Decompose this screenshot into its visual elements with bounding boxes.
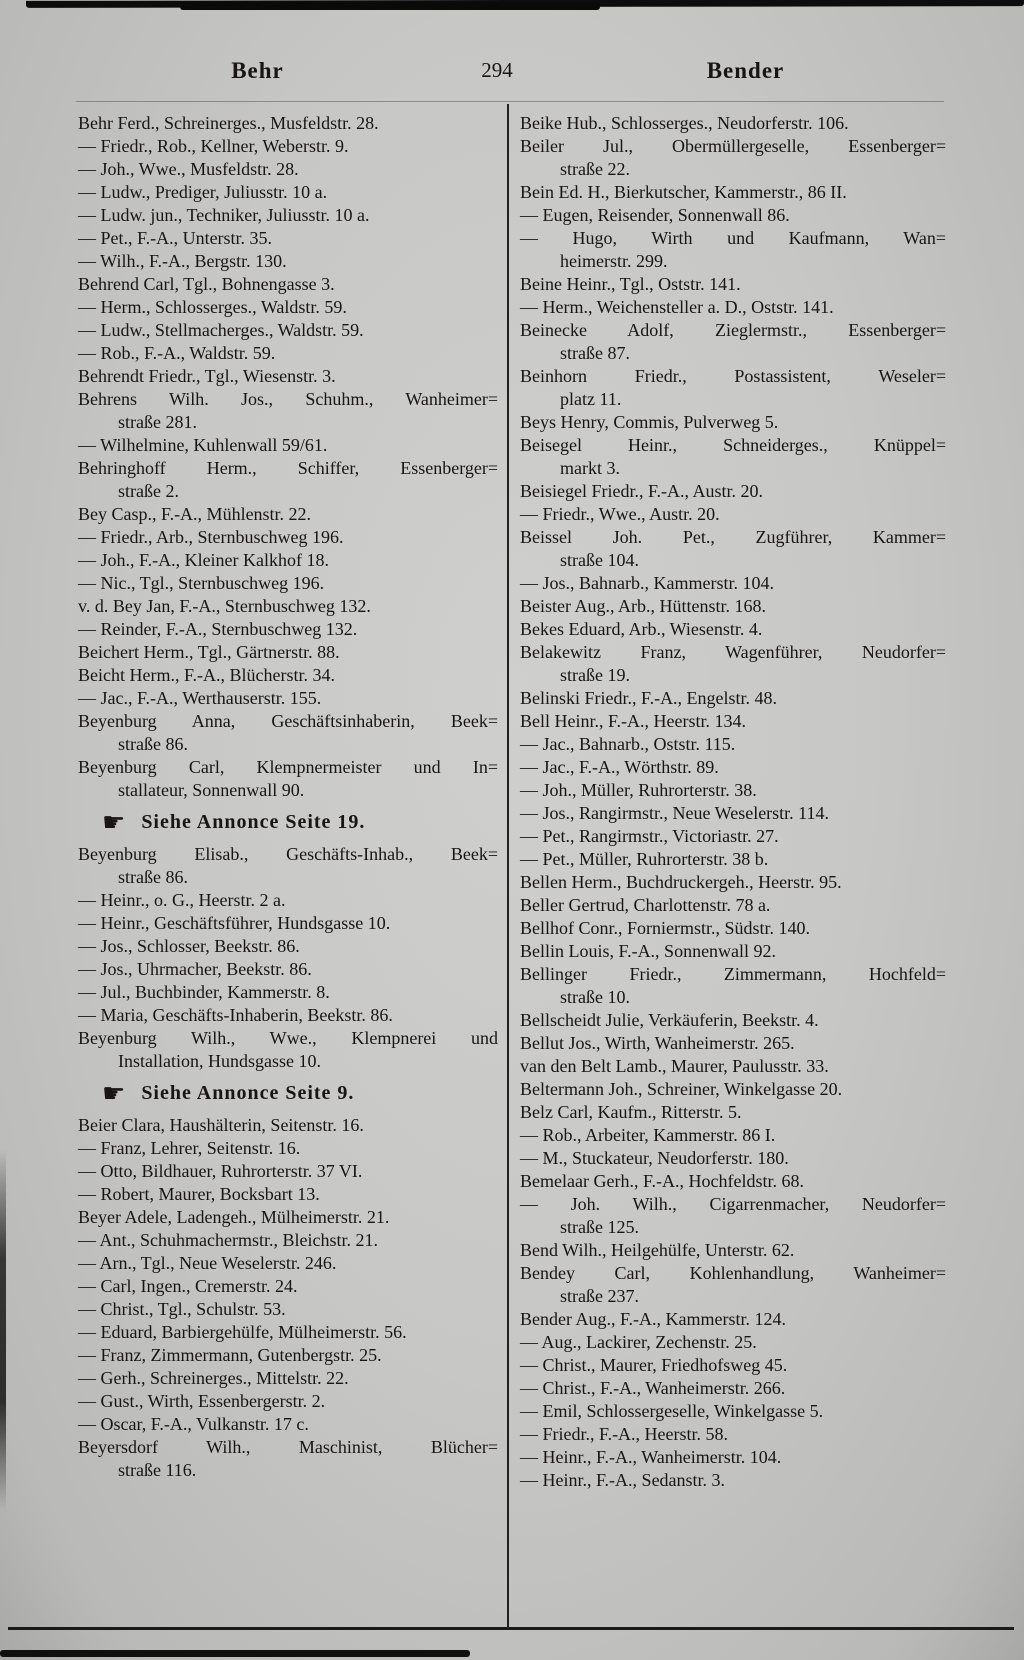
directory-entry: [78, 526, 498, 549]
directory-entry: [520, 940, 946, 963]
entry-line: — Heinr., F.-A., Wanheimerstr. 104.: [520, 1447, 782, 1467]
entry-line: Beiler Jul., Obermüllergeselle, Essenberger=: [520, 136, 946, 156]
entry-line: — Ant., Schuhmachermstr., Bleichstr. 21.: [78, 1230, 378, 1250]
entry-line: — Friedr., Wwe., Austr. 20.: [520, 504, 720, 524]
entry-continuation-line: straße 86.: [118, 734, 188, 754]
entry-line: — Jos., Uhrmacher, Beekstr. 86.: [78, 959, 312, 979]
entry-line: Bellen Herm., Buchdruckergeh., Heerstr. 95.: [520, 872, 842, 892]
entry-line: — Eugen, Reisender, Sonnenwall 86.: [520, 205, 790, 225]
entry-continuation-line: straße 125.: [560, 1217, 639, 1237]
entry-line: — Nic., Tgl., Sternbuschweg 196.: [78, 573, 325, 593]
manicule-icon: ☛: [102, 1078, 126, 1109]
directory-entry: [78, 1275, 498, 1298]
directory-entry: [78, 296, 498, 319]
entry-line: Beinhorn Friedr., Postassistent, Weseler=: [520, 366, 946, 386]
entry-line: — Carl, Ingen., Cremerstr. 24.: [78, 1276, 298, 1296]
directory-entry: [78, 1321, 498, 1344]
directory-entry: [78, 1206, 498, 1229]
entry-line: — Heinr., o. G., Heerstr. 2 a.: [78, 890, 286, 910]
entry-line: — Pet., Müller, Ruhrorterstr. 38 b.: [520, 849, 769, 869]
entry-line: — Jac., Bahnarb., Oststr. 115.: [520, 734, 736, 754]
directory-entry: [520, 1469, 946, 1492]
directory-entry: [520, 1078, 946, 1101]
entry-line: Bellut Jos., Wirth, Wanheimerstr. 265.: [520, 1033, 795, 1053]
entry-line: Bellinger Friedr., Zimmermann, Hochfeld=: [520, 964, 946, 984]
entry-line: Beister Aug., Arb., Hüttenstr. 168.: [520, 596, 766, 616]
entry-line: — Aug., Lackirer, Zechenstr. 25.: [520, 1332, 757, 1352]
directory-entry: [520, 733, 946, 756]
directory-entry: [78, 250, 498, 273]
directory-entry: [520, 480, 946, 503]
entry-line: Beicht Herm., F.-A., Blücherstr. 34.: [78, 665, 336, 685]
entry-line: Bein Ed. H., Bierkutscher, Kammerstr., 86 II.: [520, 182, 847, 202]
entry-line: Beyenburg Wilh., Wwe., Klempnerei und: [78, 1028, 498, 1048]
manicule-icon: ☛: [102, 807, 126, 838]
entry-line: Bender Aug., F.-A., Kammerstr. 124.: [520, 1309, 787, 1329]
entry-line: — Wilhelmine, Kuhlenwall 59/61.: [78, 435, 328, 455]
directory-entry: [78, 1004, 498, 1027]
directory-entry: [520, 181, 946, 204]
directory-entry: [520, 1377, 946, 1400]
directory-entry: [78, 273, 498, 296]
directory-entry: [78, 1298, 498, 1321]
directory-entry: [520, 1193, 946, 1239]
entry-line: Bekes Eduard, Arb., Wiesenstr. 4.: [520, 619, 763, 639]
directory-entry: [78, 981, 498, 1004]
directory-entry: [520, 1055, 946, 1078]
directory-entry: [78, 319, 498, 342]
entry-line: Beissel Joh. Pet., Zugführer, Kammer=: [520, 527, 946, 547]
directory-entry: [520, 1170, 946, 1193]
directory-entry: [520, 135, 946, 181]
directory-entry: [78, 618, 498, 641]
directory-entry: [78, 1137, 498, 1160]
entry-line: — Friedr., Arb., Sternbuschweg 196.: [78, 527, 344, 547]
entry-continuation-line: markt 3.: [560, 458, 620, 478]
entry-line: — Franz, Lehrer, Seitenstr. 16.: [78, 1138, 301, 1158]
directory-entry: [520, 917, 946, 940]
directory-entry: [78, 181, 498, 204]
entry-line: — Joh. Wilh., Cigarrenmacher, Neudorfer=: [520, 1194, 946, 1214]
directory-entry: [520, 1124, 946, 1147]
directory-entry: [78, 1390, 498, 1413]
entry-line: — Ludw., Stellmacherges., Waldstr. 59.: [78, 320, 364, 340]
directory-entry: [78, 1252, 498, 1275]
header-right-letter: Bender: [706, 58, 785, 83]
directory-entry: [78, 687, 498, 710]
directory-entry: [78, 434, 498, 457]
entry-line: Beyersdorf Wilh., Maschinist, Blücher=: [78, 1437, 498, 1457]
page-number: 294: [481, 58, 513, 82]
entry-continuation-line: straße 237.: [560, 1286, 639, 1306]
entry-line: Beike Hub., Schlosserges., Neudorferstr. 106.: [520, 113, 849, 133]
directory-entry: [520, 641, 946, 687]
entry-line: — Jos., Bahnarb., Kammerstr. 104.: [520, 573, 774, 593]
entry-line: Beyer Adele, Ladengeh., Mülheimerstr. 21.: [78, 1207, 390, 1227]
directory-entry: [520, 526, 946, 572]
page-bottom-rule: [8, 1627, 1014, 1630]
directory-entry: [520, 618, 946, 641]
entry-line: — Joh., Müller, Ruhrorterstr. 38.: [520, 780, 757, 800]
entry-line: — Wilh., F.-A., Bergstr. 130.: [78, 251, 287, 271]
directory-entry: [520, 1262, 946, 1308]
directory-entry: [78, 549, 498, 572]
entry-line: Bend Wilh., Heilgehülfe, Unterstr. 62.: [520, 1240, 795, 1260]
directory-entry: [78, 457, 498, 503]
entry-line: — Jac., F.-A., Wörthstr. 89.: [520, 757, 719, 777]
entry-continuation-line: heimerstr. 299.: [560, 251, 668, 271]
entry-line: Bemelaar Gerh., F.-A., Hochfeldstr. 68.: [520, 1171, 804, 1191]
entry-line: — Christ., Maurer, Friedhofsweg 45.: [520, 1355, 788, 1375]
entry-line: — Oscar, F.-A., Vulkanstr. 17 c.: [78, 1414, 309, 1434]
directory-entry: [78, 1344, 498, 1367]
directory-entry: [520, 871, 946, 894]
entry-line: — Reinder, F.-A., Sternbuschweg 132.: [78, 619, 358, 639]
entry-line: Behringhoff Herm., Schiffer, Essenberger=: [78, 458, 498, 478]
entry-line: — Christ., Tgl., Schulstr. 53.: [78, 1299, 286, 1319]
entry-line: — Ludw., Prediger, Juliusstr. 10 a.: [78, 182, 328, 202]
entry-continuation-line: straße 2.: [118, 481, 179, 501]
entry-line: Behrens Wilh. Jos., Schuhm., Wanheimer=: [78, 389, 498, 409]
directory-entry: [520, 1400, 946, 1423]
entry-line: — Pet., F.-A., Unterstr. 35.: [78, 228, 273, 248]
right-column: [520, 112, 946, 1492]
entry-line: Beine Heinr., Tgl., Oststr. 141.: [520, 274, 741, 294]
entry-line: — Jac., F.-A., Werthauserstr. 155.: [78, 688, 322, 708]
entry-continuation-line: straße 86.: [118, 867, 188, 887]
entry-line: Beichert Herm., Tgl., Gärtnerstr. 88.: [78, 642, 340, 662]
entry-line: Beisiegel Friedr., F.-A., Austr. 20.: [520, 481, 764, 501]
directory-entry: [520, 894, 946, 917]
entry-line: Beyenburg Carl, Klempnermeister und In=: [78, 757, 498, 777]
directory-entry: [520, 273, 946, 296]
entry-line: Bendey Carl, Kohlenhandlung, Wanheimer=: [520, 1263, 946, 1283]
entry-line: — Eduard, Barbiergehülfe, Mülheimerstr. 56.: [78, 1322, 407, 1342]
entry-line: Belinski Friedr., F.-A., Engelstr. 48.: [520, 688, 778, 708]
entry-line: v. d. Bey Jan, F.-A., Sternbuschweg 132.: [78, 596, 371, 616]
entry-continuation-line: straße 281.: [118, 412, 197, 432]
directory-entry: [520, 434, 946, 480]
directory-entry: [520, 1032, 946, 1055]
entry-continuation-line: straße 10.: [560, 987, 630, 1007]
directory-entry: [78, 843, 498, 889]
entry-line: — Franz, Zimmermann, Gutenbergstr. 25.: [78, 1345, 382, 1365]
directory-entry: [520, 963, 946, 1009]
entry-line: Beinecke Adolf, Zieglermstr., Essenberger=: [520, 320, 946, 340]
directory-entry: [78, 503, 498, 526]
directory-entry: [520, 503, 946, 526]
entry-line: Bell Heinr., F.-A., Heerstr. 134.: [520, 711, 747, 731]
entry-continuation-line: straße 22.: [560, 159, 630, 179]
entry-continuation-line: straße 104.: [560, 550, 639, 570]
entry-line: — Heinr., Geschäftsführer, Hundsgasse 10.: [78, 913, 391, 933]
entry-line: Belz Carl, Kaufm., Ritterstr. 5.: [520, 1102, 742, 1122]
page-header: [0, 58, 1024, 92]
directory-entry: [78, 958, 498, 981]
entry-line: Beyenburg Elisab., Geschäfts-Inhab., Beek=: [78, 844, 498, 864]
entry-line: Bellscheidt Julie, Verkäuferin, Beekstr. 4.: [520, 1010, 819, 1030]
entry-line: — Joh., Wwe., Musfeldstr. 28.: [78, 159, 299, 179]
entry-line: Beys Henry, Commis, Pulverweg 5.: [520, 412, 779, 432]
entry-line: — Rob., Arbeiter, Kammerstr. 86 I.: [520, 1125, 776, 1145]
directory-entry: [78, 1114, 498, 1137]
entry-line: — Joh., F.-A., Kleiner Kalkhof 18.: [78, 550, 330, 570]
entry-line: — Friedr., Rob., Kellner, Weberstr. 9.: [78, 136, 349, 156]
entry-line: — M., Stuckateur, Neudorferstr. 180.: [520, 1148, 789, 1168]
entry-line: — Jos., Schlosser, Beekstr. 86.: [78, 936, 300, 956]
directory-entry: [78, 1229, 498, 1252]
entry-line: — Rob., F.-A., Waldstr. 59.: [78, 343, 276, 363]
entry-line: Bey Casp., F.-A., Mühlenstr. 22.: [78, 504, 312, 524]
entry-line: — Robert, Maurer, Bocksbart 13.: [78, 1184, 320, 1204]
entry-line: Belakewitz Franz, Wagenführer, Neudorfer=: [520, 642, 946, 662]
directory-entry: [520, 411, 946, 434]
entry-line: Beyenburg Anna, Geschäftsinhaberin, Beek=: [78, 711, 498, 731]
directory-entry: [78, 112, 498, 135]
directory-entry: [78, 1027, 498, 1073]
directory-entry: [520, 825, 946, 848]
directory-entry: [78, 756, 498, 802]
directory-entry: [78, 365, 498, 388]
directory-entry: [78, 1160, 498, 1183]
directory-entry: [520, 227, 946, 273]
directory-entry: [520, 1331, 946, 1354]
directory-entry: [78, 342, 498, 365]
entry-line: — Hugo, Wirth und Kaufmann, Wan=: [520, 228, 946, 248]
directory-entry: [78, 889, 498, 912]
entry-continuation-line: straße 87.: [560, 343, 630, 363]
entry-line: — Heinr., F.-A., Sedanstr. 3.: [520, 1470, 726, 1490]
directory-entry: [520, 1009, 946, 1032]
directory-entry: [520, 112, 946, 135]
entry-line: — Friedr., F.-A., Heerstr. 58.: [520, 1424, 729, 1444]
directory-entry: [520, 687, 946, 710]
directory-entry: [78, 572, 498, 595]
entry-continuation-line: Installation, Hundsgasse 10.: [118, 1051, 321, 1071]
entry-line: — Gerh., Schreinerges., Mittelstr. 22.: [78, 1368, 349, 1388]
directory-entry: [78, 227, 498, 250]
directory-entry: [520, 365, 946, 411]
entry-line: Beller Gertrud, Charlottenstr. 78 a.: [520, 895, 771, 915]
directory-entry: [78, 388, 498, 434]
entry-line: Behrendt Friedr., Tgl., Wiesenstr. 3.: [78, 366, 336, 386]
entry-line: — Otto, Bildhauer, Ruhrorterstr. 37 VI.: [78, 1161, 363, 1181]
annonce-text: Siehe Annonce Seite 9.: [141, 1082, 355, 1104]
directory-entry: [520, 319, 946, 365]
directory-entry: [520, 296, 946, 319]
directory-entry: [520, 1101, 946, 1124]
entry-line: — Herm., Schlosserges., Waldstr. 59.: [78, 297, 347, 317]
directory-entry: [520, 572, 946, 595]
directory-entry: [520, 204, 946, 227]
entry-line: — Maria, Geschäfts-Inhaberin, Beekstr. 86.: [78, 1005, 393, 1025]
entry-line: Beisegel Heinr., Schneiderges., Knüppel=: [520, 435, 946, 455]
annonce-note: [102, 807, 498, 838]
entry-line: — Pet., Rangirmstr., Victoriastr. 27.: [520, 826, 779, 846]
entry-line: Beier Clara, Haushälterin, Seitenstr. 16.: [78, 1115, 364, 1135]
annonce-text: Siehe Annonce Seite 19.: [141, 811, 366, 833]
directory-entry: [78, 710, 498, 756]
directory-entry: [520, 779, 946, 802]
entry-line: — Jos., Rangirmstr., Neue Weselerstr. 114.: [520, 803, 830, 823]
entry-line: — Ludw. jun., Techniker, Juliusstr. 10 a.: [78, 205, 370, 225]
entry-line: — Emil, Schlossergeselle, Winkelgasse 5.: [520, 1401, 824, 1421]
directory-entry: [520, 1423, 946, 1446]
directory-entry: [78, 912, 498, 935]
scan-artifact-top-thick: [180, 2, 600, 10]
entry-continuation-line: straße 19.: [560, 665, 630, 685]
directory-entry: [520, 710, 946, 733]
directory-entry: [78, 158, 498, 181]
header-rule: [76, 101, 944, 102]
directory-entry: [520, 802, 946, 825]
left-column: [78, 112, 498, 1482]
entry-line: Beltermann Joh., Schreiner, Winkelgasse 20.: [520, 1079, 843, 1099]
directory-entry: [520, 1308, 946, 1331]
directory-entry: [78, 1436, 498, 1482]
header-left-letter: Behr: [231, 58, 284, 83]
directory-entry: [78, 1183, 498, 1206]
entry-line: van den Belt Lamb., Maurer, Paulusstr. 33.: [520, 1056, 829, 1076]
directory-entry: [520, 756, 946, 779]
entry-continuation-line: straße 116.: [118, 1460, 197, 1480]
directory-entry: [78, 135, 498, 158]
entry-line: — Arn., Tgl., Neue Weselerstr. 246.: [78, 1253, 337, 1273]
entry-continuation-line: stallateur, Sonnenwall 90.: [118, 780, 305, 800]
entry-line: — Jul., Buchbinder, Kammerstr. 8.: [78, 982, 330, 1002]
annonce-note: [102, 1078, 498, 1109]
entry-line: — Christ., F.-A., Wanheimerstr. 266.: [520, 1378, 786, 1398]
scan-artifact-left-edge: [0, 1150, 6, 1510]
column-divider: [507, 104, 509, 1630]
directory-entry: [78, 204, 498, 227]
scan-artifact-bottom-edge: [0, 1650, 470, 1657]
entry-line: Bellhof Conr., Forniermstr., Südstr. 140.: [520, 918, 811, 938]
entry-line: Behr Ferd., Schreinerges., Musfeldstr. 28.: [78, 113, 379, 133]
directory-entry: [78, 935, 498, 958]
directory-entry: [520, 1446, 946, 1469]
entry-line: Behrend Carl, Tgl., Bohnengasse 3.: [78, 274, 335, 294]
directory-entry: [78, 664, 498, 687]
entry-line: Bellin Louis, F.-A., Sonnenwall 92.: [520, 941, 777, 961]
directory-entry: [78, 641, 498, 664]
entry-continuation-line: platz 11.: [560, 389, 622, 409]
directory-entry: [520, 595, 946, 618]
directory-entry: [520, 848, 946, 871]
entry-line: — Herm., Weichensteller a. D., Oststr. 141.: [520, 297, 834, 317]
entry-line: — Gust., Wirth, Essenbergerstr. 2.: [78, 1391, 326, 1411]
directory-entry: [520, 1147, 946, 1170]
directory-entry: [520, 1239, 946, 1262]
directory-entry: [78, 595, 498, 618]
directory-entry: [78, 1367, 498, 1390]
directory-entry: [78, 1413, 498, 1436]
directory-entry: [520, 1354, 946, 1377]
